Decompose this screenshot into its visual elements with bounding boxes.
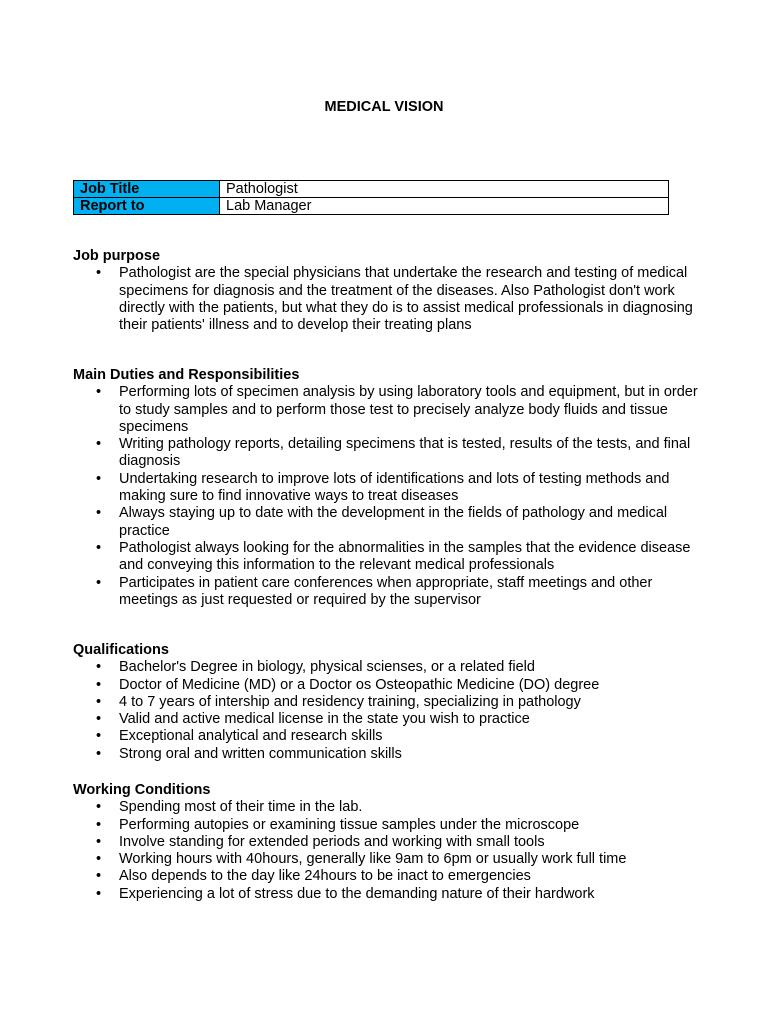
bullet-icon: • (96, 539, 102, 556)
list-item (73, 384, 713, 436)
bullet-icon: • (96, 816, 102, 833)
list-item-text: Also depends to the day like 24hours to be inact to emergencies (119, 868, 531, 885)
list-item-text: Doctor of Medicine (MD) or a Doctor os Osteopathic Medicine (DO) degree (119, 676, 600, 693)
list-item (73, 746, 713, 763)
section-heading: Qualifications (73, 642, 169, 658)
list-item-text: Exceptional analytical and research skills (119, 728, 383, 745)
list-item-text: Participates in patient care conferences when appropriate, staff meetings and other meetings as just requested or required by the supervisor (119, 574, 653, 608)
bullet-icon: • (96, 265, 102, 282)
document-title: MEDICAL VISION (324, 99, 444, 115)
list-item (73, 834, 713, 851)
list-item (73, 711, 713, 728)
list-item (73, 436, 713, 471)
qualifications-section (73, 642, 713, 763)
bullet-icon: • (96, 833, 102, 850)
bullet-icon: • (96, 728, 102, 745)
list-item-text: Bachelor's Degree in biology, physical scienses, or a related field (119, 659, 535, 676)
bullet-icon: • (96, 693, 102, 710)
job-purpose-section (73, 248, 713, 334)
section-heading: Working Conditions (73, 782, 211, 798)
bullet-icon: • (96, 470, 102, 487)
list-item (73, 694, 713, 711)
list-item-text: Undertaking research to improve lots of identifications and lots of testing methods and making sure to find innovative ways to treat diseases (119, 470, 670, 505)
list-item (73, 799, 713, 816)
info-table (73, 180, 669, 215)
list-item (73, 868, 713, 885)
list-item-text: Experiencing a lot of stress due to the demanding nature of their hardwork (119, 885, 595, 902)
working-conditions-section (73, 782, 713, 903)
list-item (73, 505, 713, 540)
bullet-list (73, 799, 713, 903)
list-item-text: Involve standing for extended periods and working with small tools (119, 833, 545, 850)
list-item-text: Performing autopies or examining tissue samples under the microscope (119, 816, 580, 833)
section-heading: Job purpose (73, 248, 161, 264)
bullet-icon: • (96, 799, 102, 816)
bullet-list (73, 265, 713, 334)
list-item (73, 471, 713, 506)
list-item (73, 728, 713, 745)
section-heading: Main Duties and Responsibilities (73, 367, 300, 383)
bullet-icon: • (96, 436, 102, 453)
list-item-text: Valid and active medical license in the state you wish to practice (119, 711, 530, 728)
list-item (73, 817, 713, 834)
list-item-text: Writing pathology reports, detailing specimens that is tested, results of the tests, and final diagnosis (119, 436, 691, 470)
bullet-icon: • (96, 676, 102, 693)
list-item (73, 265, 713, 334)
list-item-text: Spending most of their time in the lab. (119, 799, 363, 816)
list-item-text: Working hours with 40hours, generally like 9am to 6pm or usually work full time (119, 851, 627, 868)
bullet-list (73, 659, 713, 763)
list-item-text: Strong oral and written communication skills (119, 745, 402, 762)
bullet-icon: • (96, 885, 102, 902)
bullet-icon: • (96, 745, 102, 762)
bullet-icon: • (96, 711, 102, 728)
bullet-icon: • (96, 505, 102, 522)
report-to-label: Report to (74, 198, 220, 215)
bullet-icon: • (96, 868, 102, 885)
job-title-value: Pathologist (220, 181, 669, 198)
list-item (73, 886, 713, 903)
bullet-list (73, 384, 713, 609)
list-item-text: Always staying up to date with the development in the fields of pathology and medical practice (119, 505, 668, 539)
list-item (73, 575, 713, 610)
list-item (73, 659, 713, 676)
bullet-icon: • (96, 574, 102, 591)
table-row (74, 198, 669, 215)
bullet-icon: • (96, 851, 102, 868)
list-item (73, 540, 713, 575)
list-item-text: 4 to 7 years of intership and residency training, specializing in pathology (119, 693, 581, 710)
list-item-text: Performing lots of specimen analysis by using laboratory tools and equipment, but in order to study samples and to perform those test to precisely analyze body fluids and tissue specimens (119, 384, 698, 435)
list-item (73, 677, 713, 694)
job-title-label: Job Title (74, 181, 220, 198)
list-item (73, 851, 713, 868)
table-row (74, 181, 669, 198)
report-to-value: Lab Manager (220, 198, 669, 215)
bullet-icon: • (96, 384, 102, 401)
list-item-text: Pathologist are the special physicians that undertake the research and testing of medical specimens for diagnosis and the treatment of the diseases. Also Pathologist don't work directly with the patients, but what they do is to assist medical professionals in diagnosing their patients' illness and to develop their treating plans (119, 265, 693, 334)
bullet-icon: • (96, 659, 102, 676)
list-item-text: Pathologist always looking for the abnormalities in the samples that the evidence disease and conveying this information to the relevant medical professionals (119, 539, 691, 574)
duties-section (73, 367, 713, 609)
